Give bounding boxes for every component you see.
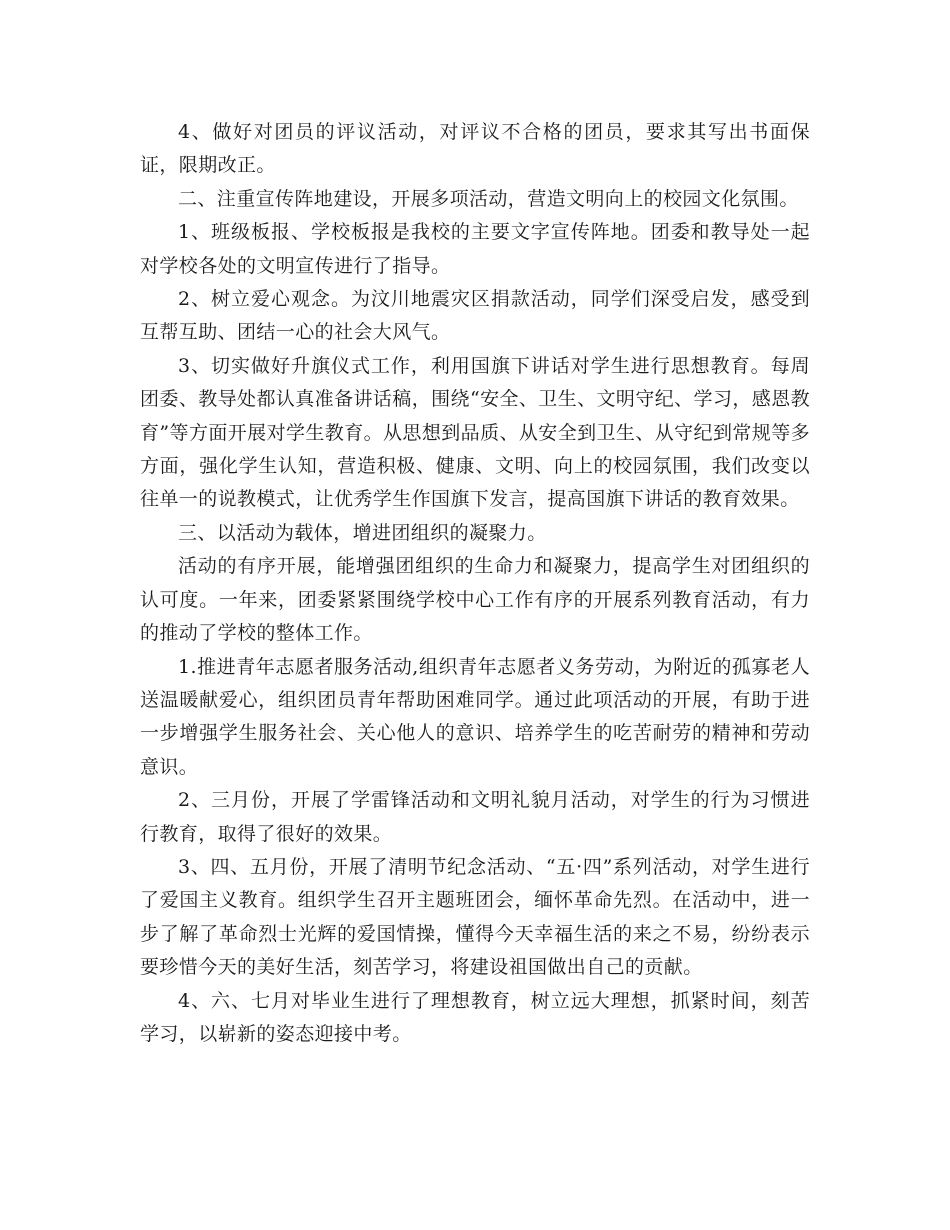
section-heading: 三、以活动为载体，增进团组织的凝聚力。 <box>178 521 547 544</box>
paragraph: 2、三月份，开展了学雷锋活动和文明礼貌月活动，对学生的行为习惯进行教育，取得了很好的效果。 <box>140 789 810 845</box>
paragraph: 2、树立爱心观念。为汶川地震灾区捐款活动，同学们深受启发，感受到互帮互助、团结一心的社会大风气。 <box>140 288 810 344</box>
paragraph: 3、四、五月份，开展了清明节纪念活动、“五·四”系列活动，对学生进行了爱国主义教育。组织学生召开主题班团会，缅怀革命先烈。在活动中，进一步了解了革命烈士光辉的爱国情操，懂得今天幸福生活的来之不易，纷纷表示要珍惜今天的美好生活，刻苦学习，将建设祖国做出自己的贡献。 <box>140 855 810 979</box>
section-heading: 二、注重宣传阵地建设，开展多项活动，营造文明向上的校园文化氛围。 <box>178 187 799 210</box>
paragraph: 4、做好对团员的评议活动，对评议不合格的团员，要求其写出书面保证，限期改正。 <box>140 121 810 177</box>
paragraph: 1.推进青年志愿者服务活动,组织青年志愿者义务劳动，为附近的孤寡老人送温暖献爱心，组织团员青年帮助困难同学。通过此项活动的开展，有助于进一步增强学生服务社会、关心他人的意识、培养学生的吃苦耐劳的精神和劳动意识。 <box>140 655 810 778</box>
paragraph: 4、六、七月对毕业生进行了理想教育，树立远大理想，抓紧时间，刻苦学习，以崭新的姿态迎接中考。 <box>140 989 810 1045</box>
document-body <box>140 116 810 1051</box>
paragraph: 3、切实做好升旗仪式工作，利用国旗下讲话对学生进行思想教育。每周团委、教导处都认真准备讲话稿，围绕“安全、卫生、文明守纪、学习，感恩教育”等方面开展对学生教育。从思想到品质、从安全到卫生、从守纪到常规等多方面，强化学生认知，营造积极、健康、文明、向上的校园氛围，我们改变以往单一的说教模式，让优秀学生作国旗下发言，提高国旗下讲话的教育效果。 <box>140 354 810 511</box>
paragraph: 活动的有序开展，能增强团组织的生命力和凝聚力，提高学生对团组织的认可度。一年来，团委紧紧围绕学校中心工作有序的开展系列教育活动，有力的推动了学校的整体工作。 <box>140 555 810 645</box>
paragraph: 1、班级板报、学校板报是我校的主要文字宣传阵地。团委和教导处一起对学校各处的文明宣传进行了指导。 <box>140 221 810 277</box>
